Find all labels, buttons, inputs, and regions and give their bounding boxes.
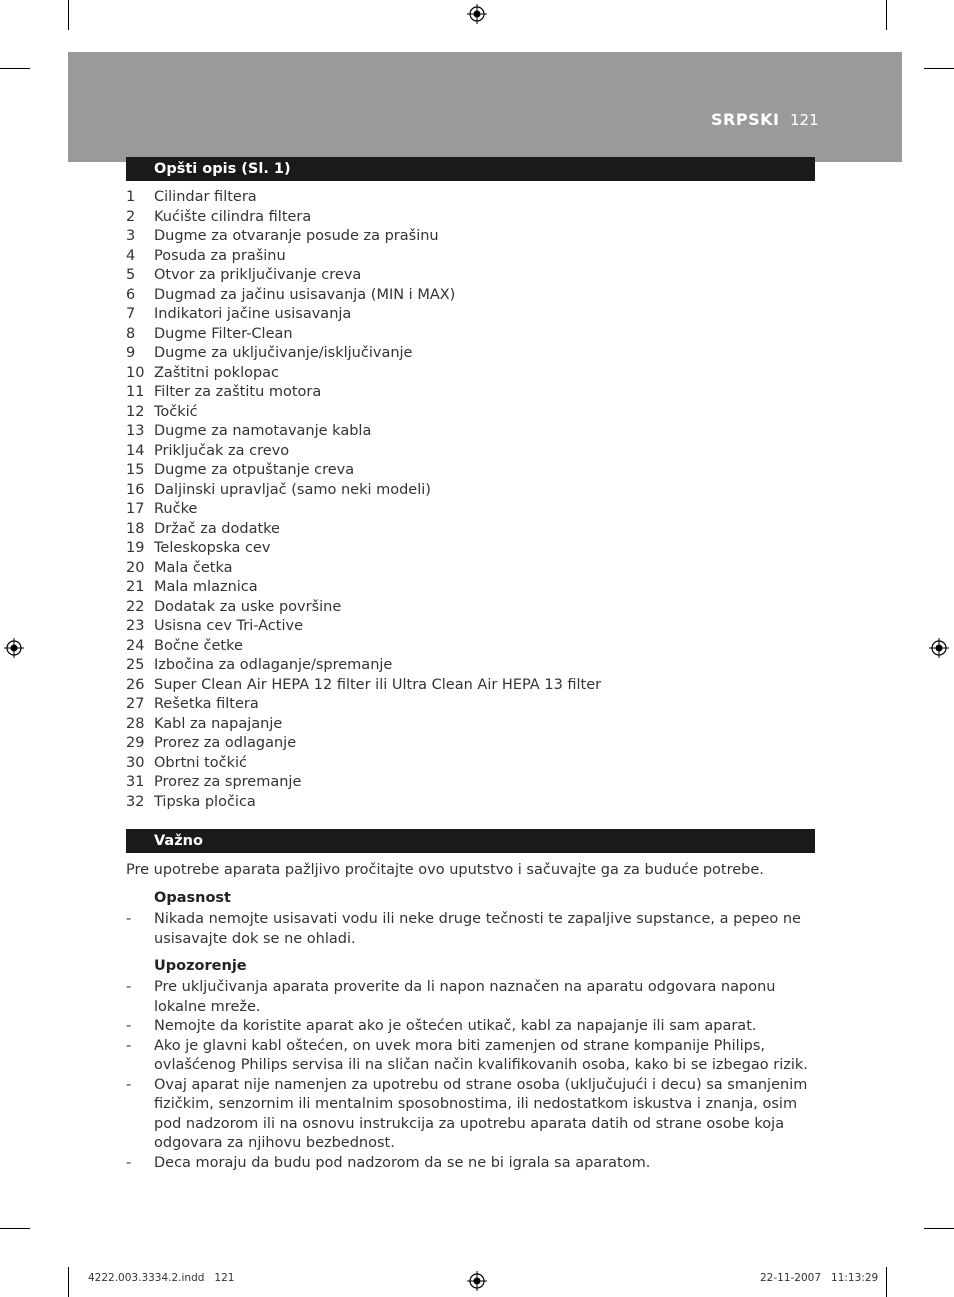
bullet-text: Ovaj aparat nije namenjen za upotrebu od strane osoba (uključujući i decu) sa smanjenim fizičkim, senzornim ili mentalnim sposobnostima, ili nedostatkom iskustva i znanja, osim pod nadzorom ili na osnovu instrukcija za upotrebu aparata datih od strane osobe koja odgovara za njihovu bezbednost. — [154, 1076, 808, 1151]
list-item-text: Mala mlaznica — [154, 579, 258, 595]
list-item — [126, 364, 601, 384]
registration-mark-icon — [929, 638, 949, 658]
bullet-text: Nemojte da koristite aparat ako je oštećen utikač, kabl za napajanje ili sam aparat. — [154, 1018, 757, 1034]
list-item-text: Posuda za prašinu — [154, 247, 286, 264]
crop-mark — [924, 68, 954, 69]
list-item — [126, 208, 601, 228]
list-item — [126, 461, 601, 481]
list-item — [126, 227, 601, 247]
list-item-number: 29 — [126, 735, 145, 751]
list-item-text: Usisna cev Tri-Active — [154, 618, 304, 634]
list-item-text: Otvor za priključivanje creva — [154, 267, 362, 283]
bullet-dash: - — [126, 1037, 132, 1054]
crop-mark — [886, 0, 887, 30]
list-item-text: Dugme za namotavanje kabla — [154, 423, 372, 439]
list-item-number: 32 — [126, 793, 145, 810]
parts-list — [126, 188, 601, 812]
list-item-text: Dugmad za jačinu usisavanja (MIN i MAX) — [154, 286, 456, 303]
list-item-text: Teleskopska cev — [154, 540, 271, 556]
list-item — [126, 754, 601, 774]
list-item-number: 19 — [126, 540, 145, 556]
list-item-number: 18 — [126, 520, 145, 537]
list-item-number: 8 — [126, 325, 136, 342]
registration-mark-icon — [4, 638, 24, 658]
list-item-text: Filter za zaštitu motora — [154, 384, 322, 400]
list-item-text: Cilindar filtera — [154, 189, 257, 205]
list-item-text: Indikatori jačine usisavanja — [154, 306, 352, 322]
list-item-number: 22 — [126, 598, 145, 615]
list-item-number: 9 — [126, 345, 136, 361]
list-item-number: 17 — [126, 501, 145, 517]
list-item — [126, 520, 601, 540]
list-item-number: 12 — [126, 403, 145, 420]
list-item — [126, 734, 601, 754]
footer-timestamp: 22-11-2007 11:13:29 — [760, 1272, 879, 1284]
crop-mark — [0, 1228, 30, 1229]
list-item-text: Dugme Filter-Clean — [154, 325, 293, 342]
list-item — [126, 617, 601, 637]
list-item-number: 11 — [126, 384, 145, 400]
list-item — [126, 773, 601, 793]
list-item — [126, 247, 601, 267]
crop-mark — [68, 0, 69, 30]
list-item-number: 28 — [126, 715, 145, 732]
header-band — [68, 52, 902, 162]
bullet-item — [126, 978, 816, 1017]
list-item — [126, 637, 601, 657]
bullet-dash: - — [126, 911, 132, 927]
list-item — [126, 676, 601, 696]
language-label: SRPSKI — [711, 110, 780, 129]
list-item-text: Izbočina za odlaganje/spremanje — [154, 657, 393, 673]
list-item — [126, 656, 601, 676]
list-item-number: 24 — [126, 637, 145, 654]
list-item-number: 26 — [126, 676, 145, 693]
crop-mark — [924, 1228, 954, 1229]
section-heading-general-description: Opšti opis (Sl. 1) — [126, 157, 815, 181]
bullet-text: Deca moraju da budu pod nadzorom da se ne bi igrala sa aparatom. — [154, 1154, 651, 1171]
list-item-text: Točkić — [154, 403, 198, 420]
list-item-number: 16 — [126, 481, 145, 498]
list-item-text: Držač za dodatke — [154, 520, 280, 537]
list-item-number: 10 — [126, 364, 145, 381]
bullet-item — [126, 1076, 816, 1154]
list-item-text: Bočne četke — [154, 637, 243, 654]
list-item — [126, 305, 601, 325]
list-item-number: 25 — [126, 657, 145, 673]
warning-list — [126, 978, 816, 1173]
list-item-text: Ručke — [154, 501, 198, 517]
list-item — [126, 793, 601, 813]
bullet-text: Ako je glavni kabl oštećen, on uvek mora biti zamenjen od strane kompanije Philips, ovlašćenog Philips servisa ili na sličan način kvalifikovanih osoba, kako bi se izbegao rizik. — [154, 1037, 808, 1073]
bullet-dash: - — [126, 979, 132, 995]
list-item — [126, 188, 601, 208]
list-item — [126, 539, 601, 559]
list-item-number: 13 — [126, 423, 145, 439]
list-item — [126, 598, 601, 618]
list-item-number: 4 — [126, 247, 136, 264]
bullet-text: Nikada nemojte usisavati vodu ili neke druge tečnosti te zapaljive supstance, a pepeo ne usisavajte dok se ne ohladi. — [154, 911, 801, 947]
list-item — [126, 266, 601, 286]
danger-heading: Opasnost — [154, 890, 231, 906]
list-item-number: 3 — [126, 228, 136, 244]
bullet-dash: - — [126, 1076, 132, 1093]
list-item — [126, 403, 601, 423]
bullet-item — [126, 1037, 816, 1076]
list-item-number: 2 — [126, 208, 136, 225]
list-item-number: 7 — [126, 306, 136, 322]
list-item-text: Rešetka filtera — [154, 696, 259, 712]
list-item-number: 31 — [126, 774, 145, 790]
list-item-text: Kabl za napajanje — [154, 715, 283, 732]
list-item-number: 20 — [126, 559, 145, 576]
list-item-number: 6 — [126, 286, 136, 303]
list-item — [126, 578, 601, 598]
intro-paragraph: Pre upotrebe aparata pažljivo pročitajte ovo uputstvo i sačuvajte ga za buduće potrebe. — [126, 862, 764, 878]
list-item-number: 5 — [126, 267, 136, 283]
list-item-text: Priključak za crevo — [154, 442, 290, 459]
list-item-text: Dugme za otvaranje posude za prašinu — [154, 228, 439, 244]
list-item — [126, 695, 601, 715]
bullet-dash: - — [126, 1154, 132, 1171]
list-item — [126, 286, 601, 306]
list-item-text: Obrtni točkić — [154, 754, 248, 771]
list-item-text: Dugme za uključivanje/isključivanje — [154, 345, 413, 361]
bullet-item — [126, 1017, 816, 1037]
registration-mark-icon — [467, 4, 487, 24]
bullet-text: Pre uključivanja aparata proverite da li napon naznačen na aparatu odgovara naponu lokalne mreže. — [154, 979, 776, 1015]
list-item-number: 14 — [126, 442, 145, 459]
list-item — [126, 715, 601, 735]
danger-list — [126, 910, 816, 949]
list-item-text: Dodatak za uske površine — [154, 598, 342, 615]
list-item-text: Prorez za spremanje — [154, 774, 302, 790]
warning-heading: Upozorenje — [154, 958, 247, 974]
bullet-item — [126, 910, 816, 949]
list-item-text: Mala četka — [154, 559, 233, 576]
list-item-text: Zaštitni poklopac — [154, 364, 280, 381]
list-item-number: 27 — [126, 696, 145, 712]
bullet-dash: - — [126, 1018, 132, 1034]
page-number: 121 — [790, 111, 819, 129]
registration-mark-icon — [467, 1271, 487, 1291]
list-item — [126, 481, 601, 501]
footer-file-info: 4222.003.3334.2.indd 121 — [88, 1272, 235, 1284]
list-item-number: 21 — [126, 579, 145, 595]
crop-mark — [886, 1267, 887, 1297]
list-item-text: Dugme za otpuštanje creva — [154, 462, 355, 478]
list-item — [126, 325, 601, 345]
list-item — [126, 559, 601, 579]
list-item-number: 1 — [126, 189, 136, 205]
list-item-text: Kućište cilindra filtera — [154, 208, 312, 225]
crop-mark — [0, 68, 30, 69]
bullet-item — [126, 1154, 816, 1174]
list-item — [126, 383, 601, 403]
list-item-number: 30 — [126, 754, 145, 771]
list-item-number: 15 — [126, 462, 145, 478]
list-item-number: 23 — [126, 618, 145, 634]
list-item — [126, 344, 601, 364]
section-heading-important: Važno — [126, 829, 815, 853]
list-item — [126, 500, 601, 520]
list-item-text: Prorez za odlaganje — [154, 735, 297, 751]
list-item-text: Daljinski upravljač (samo neki modeli) — [154, 481, 431, 498]
list-item-text: Tipska pločica — [154, 793, 256, 810]
list-item — [126, 442, 601, 462]
list-item-text: Super Clean Air HEPA 12 filter ili Ultra Clean Air HEPA 13 filter — [154, 676, 602, 693]
list-item — [126, 422, 601, 442]
crop-mark — [68, 1267, 69, 1297]
